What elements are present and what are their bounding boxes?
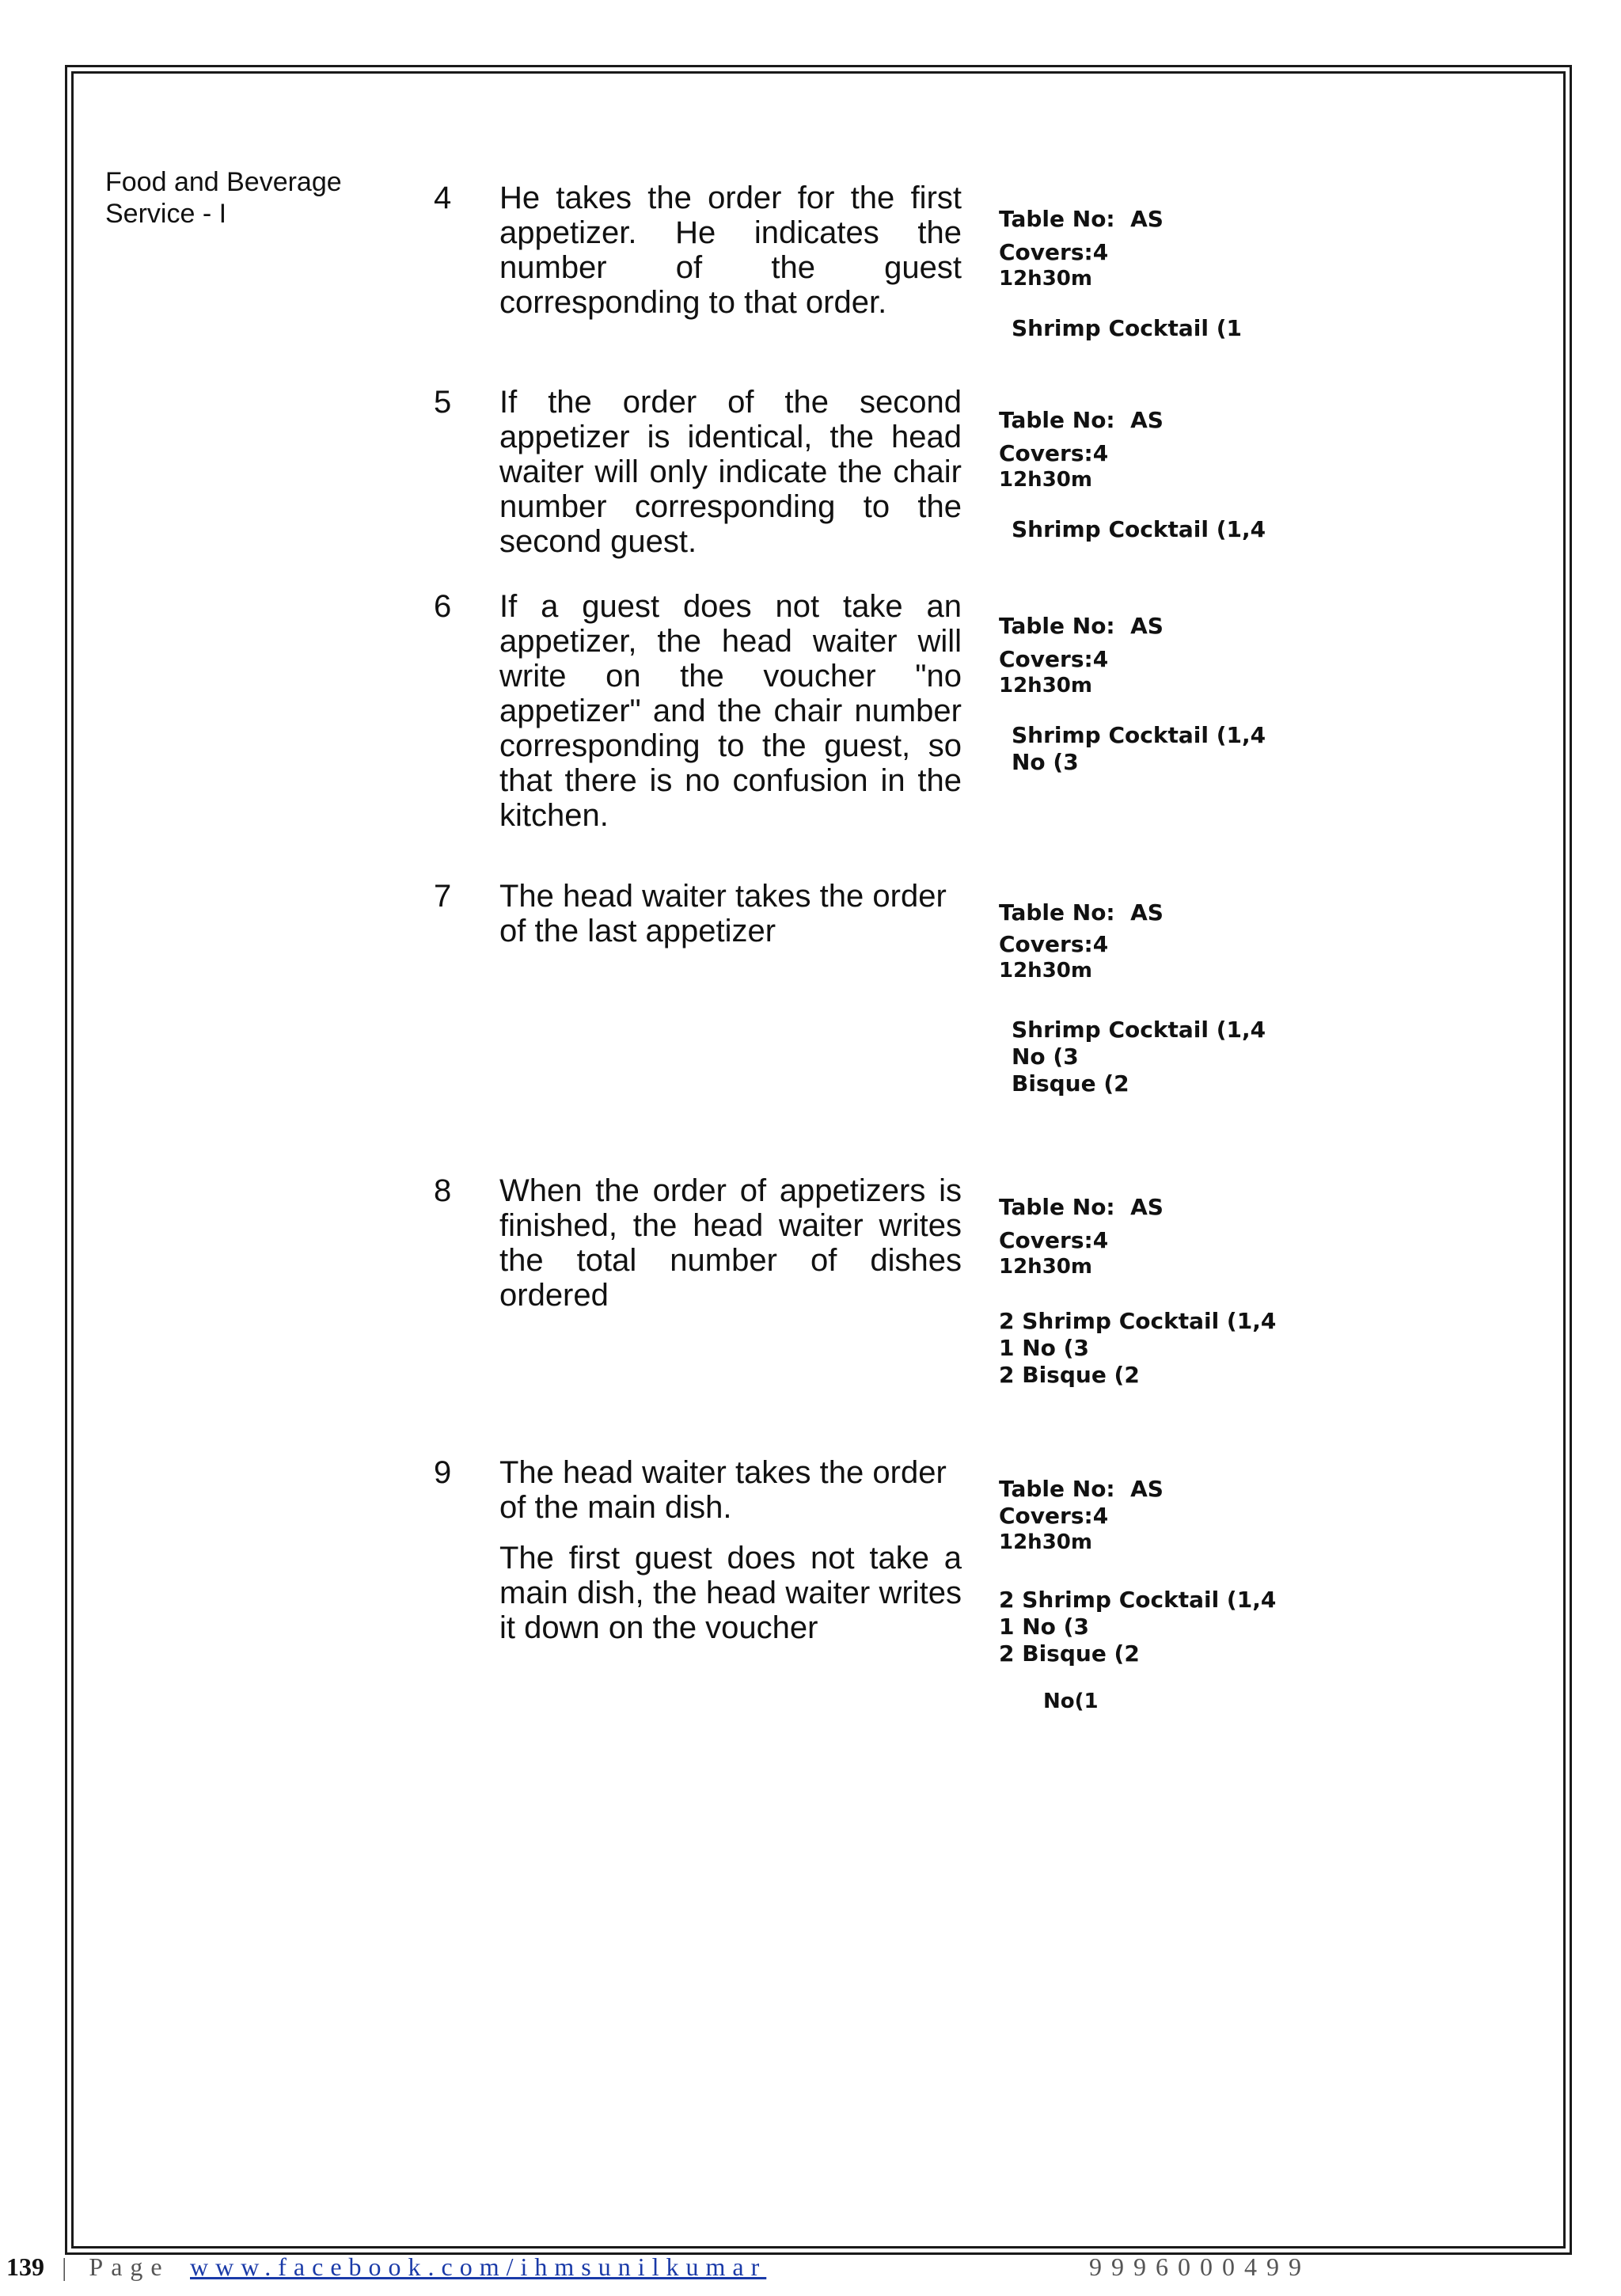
voucher-item: Shrimp Cocktail (1,4 (1012, 1017, 1266, 1043)
voucher-item: No (3 (1012, 749, 1079, 775)
voucher-items (999, 722, 1266, 776)
voucher-time: 12h30m (999, 267, 1092, 291)
step-text (499, 879, 962, 948)
facebook-link[interactable]: www.facebook.com/ihmsunilkumar (190, 2252, 767, 2281)
step-paragraph: If a guest does not take an appetizer, the head waiter will write on the voucher "no appetizer" and the chair number corresponding to the guest, so that there is no confusion in the kitchen. (499, 589, 962, 833)
order-voucher (999, 1194, 1276, 1389)
order-voucher (999, 613, 1266, 776)
voucher-item: 2 Shrimp Cocktail (1,4 (999, 1308, 1277, 1334)
voucher-covers: Covers:4 (999, 646, 1109, 672)
voucher-table: Table No: AS (999, 613, 1164, 639)
step-number: 9 (434, 1455, 452, 1490)
step-number: 7 (434, 879, 452, 914)
step-paragraph: When the order of appetizers is finished, the head waiter writes the total number of dishes ordered (499, 1173, 962, 1313)
step-paragraph: The first guest does not take a main dish, the head waiter writes it down on the voucher (499, 1541, 962, 1645)
voucher-covers: Covers:4 (999, 931, 1109, 957)
voucher-item: No (3 (1012, 1043, 1079, 1070)
order-voucher (999, 407, 1266, 543)
voucher-items (999, 1308, 1276, 1389)
step-text (499, 1173, 962, 1313)
voucher-item: Shrimp Cocktail (1,4 (1012, 516, 1266, 542)
voucher-item: Shrimp Cocktail (1,4 (1012, 722, 1266, 748)
step-paragraph: The head waiter takes the order of the last appetizer (499, 879, 947, 948)
order-voucher (999, 899, 1266, 1097)
voucher-time: 12h30m (999, 1255, 1092, 1279)
voucher-table: Table No: AS (999, 206, 1164, 232)
step-number: 6 (434, 589, 452, 624)
voucher-item: 2 Bisque (2 (999, 1640, 1140, 1667)
voucher-item: 2 Bisque (2 (999, 1362, 1140, 1388)
step-text (499, 385, 962, 559)
order-voucher (999, 206, 1242, 342)
voucher-item: 1 No (3 (999, 1335, 1089, 1361)
step-text (499, 181, 962, 320)
step-number: 5 (434, 385, 452, 420)
voucher-item: 2 Shrimp Cocktail (1,4 (999, 1587, 1277, 1613)
voucher-items (999, 516, 1266, 543)
voucher-item: 1 No (3 (999, 1614, 1089, 1640)
voucher-time: 12h30m (999, 468, 1092, 492)
voucher-items (999, 1017, 1266, 1097)
voucher-covers: Covers:4 (999, 1227, 1109, 1253)
subject-header: Food and Beverage Service - I (105, 167, 342, 229)
step-paragraph: If the order of the second appetizer is identical, the head waiter will only indicate the chair number corresponding to the second guest. (499, 385, 962, 559)
voucher-items (999, 315, 1242, 342)
step-paragraph: He takes the order for the first appetizer. He indicates the number of the guest corresponding to that order. (499, 181, 962, 320)
voucher-time: 12h30m (999, 959, 1092, 983)
voucher-table: Table No: AS (999, 899, 1164, 926)
phone-number: 9996000499 (1089, 2252, 1311, 2281)
step-text (499, 1455, 962, 1645)
step-paragraph: The head waiter takes the order of the main dish. (499, 1455, 947, 1525)
voucher-table: Table No: AS (999, 407, 1164, 433)
voucher-table: Table No: AS (999, 1476, 1164, 1502)
order-voucher (999, 1476, 1276, 1715)
step-number: 4 (434, 181, 452, 215)
voucher-item: Bisque (2 (1012, 1070, 1129, 1097)
voucher-table: Table No: AS (999, 1194, 1164, 1220)
voucher-time: 12h30m (999, 1530, 1092, 1554)
voucher-item: Shrimp Cocktail (1 (1012, 315, 1242, 341)
voucher-covers: Covers:4 (999, 1503, 1109, 1529)
page-footer (6, 2251, 1613, 2283)
voucher-time: 12h30m (999, 674, 1092, 698)
voucher-items (999, 1587, 1276, 1667)
page-number: 139 (6, 2252, 44, 2281)
page-label: | Page (62, 2252, 170, 2281)
voucher-covers: Covers:4 (999, 239, 1109, 265)
voucher-covers: Covers:4 (999, 440, 1109, 466)
step-number: 8 (434, 1173, 452, 1208)
step-text (499, 589, 962, 833)
voucher-extra-item: No(1 (1043, 1690, 1099, 1713)
